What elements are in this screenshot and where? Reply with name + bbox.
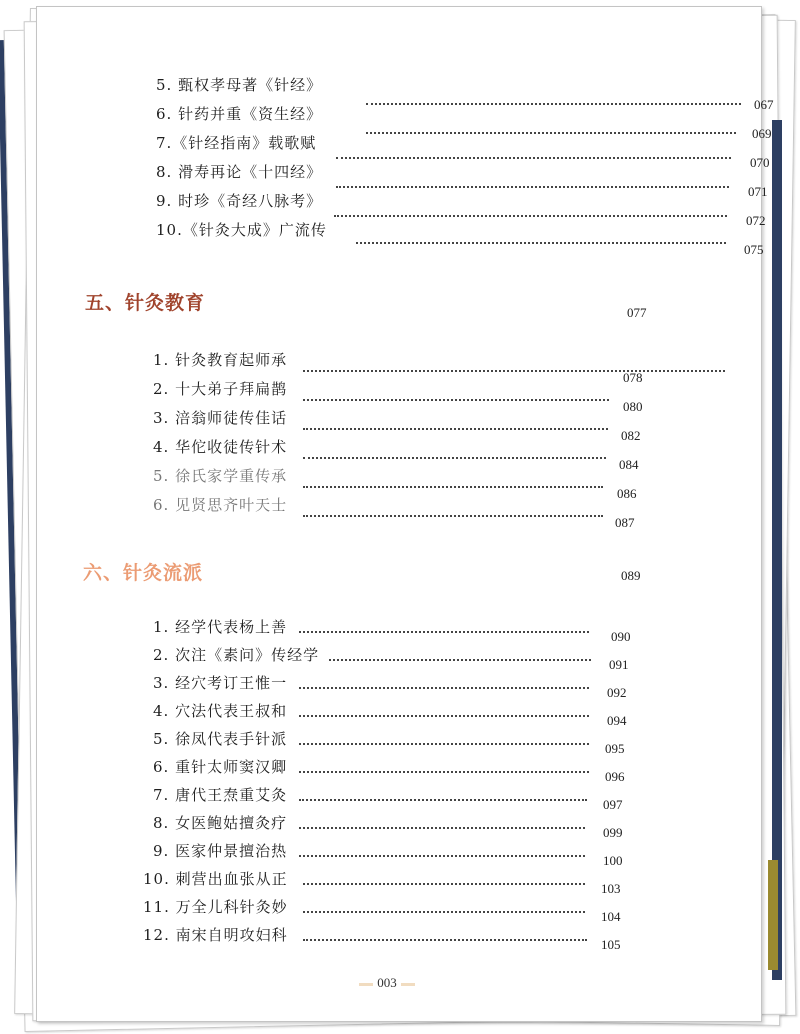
- leader-dots: [299, 687, 589, 689]
- toc-entry[interactable]: [143, 925, 673, 955]
- toc-entry[interactable]: [153, 841, 673, 871]
- toc-entry-page: 067: [754, 97, 774, 112]
- toc-entry-page: 105: [601, 937, 621, 952]
- toc-entry-label: 6. 重针太师窦汉卿: [153, 758, 288, 776]
- toc-entry-page: 071: [748, 184, 768, 199]
- toc-entry[interactable]: [143, 869, 673, 899]
- toc-entry-label: 1. 经学代表杨上善: [153, 618, 288, 636]
- leader-dots: [299, 631, 589, 633]
- toc-entry[interactable]: [153, 495, 673, 530]
- toc-entry[interactable]: [156, 104, 772, 141]
- toc-entry[interactable]: [156, 75, 774, 112]
- toc-entry-page: 094: [607, 713, 627, 728]
- leader-dots: [336, 186, 729, 188]
- toc-entry-page: 091: [609, 657, 629, 672]
- toc-entry-page: 080: [623, 399, 643, 414]
- toc-entry-page: 099: [603, 825, 623, 840]
- toc-entry-page: 084: [619, 457, 639, 472]
- toc-entry-label: 10.《针灸大成》广流传: [156, 221, 327, 239]
- toc-entry-page: 069: [752, 126, 772, 141]
- toc-entry-page: 078: [623, 370, 643, 385]
- toc-entry-page: 082: [621, 428, 641, 443]
- toc-entry-label: 9. 时珍《奇经八脉考》: [156, 192, 323, 210]
- toc-entry-page: 070: [750, 155, 770, 170]
- leader-dots: [303, 370, 725, 372]
- toc-entry-label: 3. 经穴考订王惟一: [153, 674, 288, 692]
- toc-entry[interactable]: [153, 785, 673, 815]
- toc-entry[interactable]: [156, 220, 764, 257]
- toc-entry[interactable]: [156, 191, 766, 228]
- toc-entry-label: 6. 见贤思齐叶天士: [153, 496, 288, 514]
- leader-dots: [303, 457, 606, 459]
- toc-entry-page: 097: [603, 797, 623, 812]
- toc-entry[interactable]: [153, 645, 673, 675]
- section-heading: 五、针灸教育: [85, 292, 206, 314]
- leader-dots: [334, 215, 727, 217]
- toc-entry-label: 5. 徐氏家学重传承: [153, 467, 288, 485]
- toc-entry[interactable]: [156, 133, 770, 170]
- toc-entry-page: 086: [617, 486, 637, 501]
- page-number: [337, 975, 437, 995]
- toc-entry[interactable]: [153, 701, 673, 731]
- toc-entry-page: 096: [605, 769, 625, 784]
- toc-entry-page: 103: [601, 881, 621, 896]
- toc-entry-label: 6. 针药并重《资生经》: [156, 105, 323, 123]
- ornament-right-icon: [401, 983, 415, 986]
- toc-entry-label: 8. 滑寿再论《十四经》: [156, 163, 323, 181]
- toc-entry[interactable]: [153, 617, 673, 647]
- toc-entry[interactable]: [153, 408, 673, 443]
- toc-entry-label: 5. 甄权孝母著《针经》: [156, 76, 323, 94]
- leader-dots: [303, 399, 609, 401]
- toc-entry-page: 092: [607, 685, 627, 700]
- leader-dots: [336, 157, 731, 159]
- toc-entry[interactable]: [143, 897, 673, 927]
- toc-entry-label: 5. 徐凤代表手针派: [153, 730, 288, 748]
- leader-dots: [303, 911, 585, 913]
- toc-entry[interactable]: [153, 757, 673, 787]
- toc-entry-label: 10. 刺营出血张从正: [143, 870, 288, 888]
- leader-dots: [303, 486, 603, 488]
- toc-entry-label: 7.《针经指南》载歌赋: [156, 134, 317, 152]
- toc-entry[interactable]: [153, 437, 673, 472]
- page-stack-edge-right: [772, 120, 782, 980]
- section-page-number: 077: [627, 305, 647, 320]
- leader-dots: [303, 515, 603, 517]
- leader-dots: [299, 799, 587, 801]
- leader-dots: [303, 428, 608, 430]
- toc-entry-label: 7. 唐代王焘重艾灸: [153, 786, 288, 804]
- leader-dots: [299, 771, 589, 773]
- toc-entry[interactable]: [153, 379, 673, 414]
- toc-entry-label: 12. 南宋自明攻妇科: [143, 926, 288, 944]
- leader-dots: [299, 855, 585, 857]
- toc-entry-label: 4. 穴法代表王叔和: [153, 702, 288, 720]
- toc-entry-label: 2. 十大弟子拜扁鹊: [153, 380, 288, 398]
- leader-dots: [299, 827, 585, 829]
- toc-entry-label: 3. 涪翁师徒传佳话: [153, 409, 288, 427]
- leader-dots: [356, 242, 726, 244]
- toc-entry-page: 100: [603, 853, 623, 868]
- toc-entry[interactable]: [153, 350, 673, 385]
- leader-dots: [299, 743, 589, 745]
- toc-entry-page: 095: [605, 741, 625, 756]
- ornament-left-icon: [359, 983, 373, 986]
- section-page-number: 089: [621, 568, 641, 583]
- toc-entry[interactable]: [153, 729, 673, 759]
- toc-entry-page: 104: [601, 909, 621, 924]
- toc-entry-label: 4. 华佗收徒传针术: [153, 438, 288, 456]
- toc-page: [36, 6, 774, 1022]
- page-number-text: 003: [377, 975, 397, 990]
- section-heading: 六、针灸流派: [83, 562, 204, 584]
- toc-entry-label: 8. 女医鲍姑擅灸疗: [153, 814, 288, 832]
- toc-entry-page: 087: [615, 515, 635, 530]
- toc-entry[interactable]: [156, 162, 768, 199]
- toc-entry-page: 090: [611, 629, 631, 644]
- toc-entry-label: 1. 针灸教育起师承: [153, 351, 288, 369]
- toc-entry[interactable]: [153, 673, 673, 703]
- leader-dots: [299, 715, 589, 717]
- toc-entry[interactable]: [153, 813, 673, 843]
- toc-entry[interactable]: [153, 466, 673, 501]
- toc-entry-page: 072: [746, 213, 766, 228]
- page-stack-edge-accent: [768, 860, 778, 970]
- leader-dots: [329, 659, 591, 661]
- toc-entry-label: 11. 万全儿科针灸妙: [143, 898, 288, 916]
- leader-dots: [303, 939, 587, 941]
- toc-entry-page: 075: [744, 242, 764, 257]
- toc-entry-label: 9. 医家仲景擅治热: [153, 842, 288, 860]
- toc-entry-label: 2. 次注《素问》传经学: [153, 646, 320, 664]
- leader-dots: [303, 883, 585, 885]
